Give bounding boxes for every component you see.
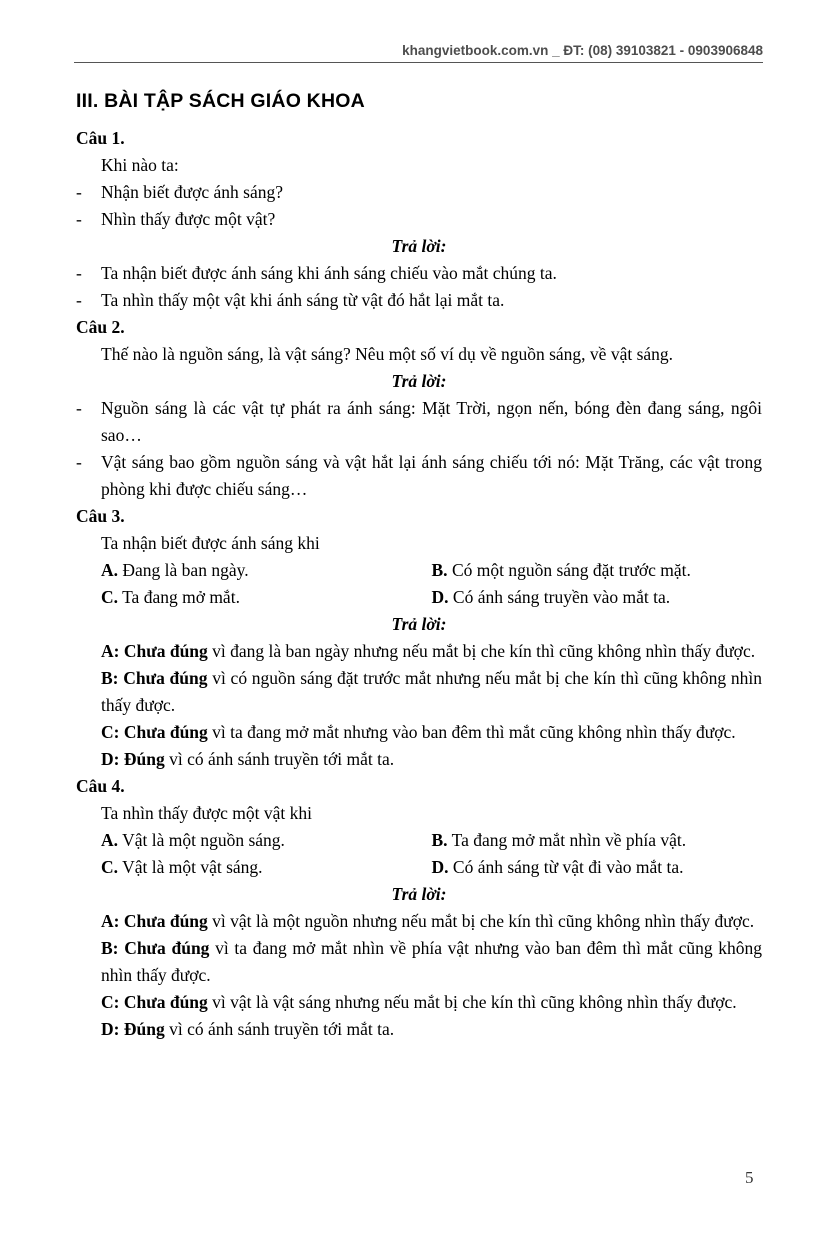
question-1-intro: Khi nào ta: (101, 155, 179, 175)
option-d: D. Có ánh sáng từ vật đi vào mắt ta. (431, 857, 684, 877)
question-3-answer-b: B: Chưa đúng vì có nguồn sáng đặt trước mắt nhưng nếu mắt bị che kín thì cũng không nhìn thấy được. (101, 668, 763, 715)
header-divider (74, 62, 763, 63)
answer-title: Trả lời: (391, 884, 447, 904)
question-2-answer: - Nguồn sáng là các vật tự phát ra ánh sáng: Mặt Trời, ngọn nến, bóng đèn đang sáng, ngôi sao… (76, 398, 762, 445)
question-4-answer-d: D: Đúng vì có ánh sánh truyền tới mắt ta. (101, 1019, 395, 1039)
question-2-answer: - Vật sáng bao gồm nguồn sáng và vật hắt lại ánh sáng chiếu tới nó: Mặt Trăng, các vật trong phòng khi được chiếu sáng… (76, 452, 762, 499)
option-a: A. Vật là một nguồn sáng. (101, 830, 285, 850)
option-d: D. Có ánh sáng truyền vào mắt ta. (431, 587, 671, 607)
question-1-item: - Nhìn thấy được một vật? (76, 209, 276, 229)
answer-title: Trả lời: (391, 371, 447, 391)
option-c: C. Vật là một vật sáng. (101, 857, 263, 877)
page-number: 5 (745, 1168, 754, 1187)
question-3-text: Ta nhận biết được ánh sáng khi (101, 533, 320, 553)
question-3-options-row (76, 557, 762, 584)
question-3-options-row (76, 584, 762, 611)
option-b: B. Có một nguồn sáng đặt trước mặt. (431, 560, 691, 580)
option-c: C. Ta đang mở mắt. (101, 587, 240, 607)
question-2-label: Câu 2. (76, 317, 125, 337)
question-1-item: - Nhận biết được ánh sáng? (76, 182, 284, 202)
question-4-label: Câu 4. (76, 776, 125, 796)
question-4-answer-c: C: Chưa đúng vì vật là vật sáng nhưng nếu mắt bị che kín thì cũng không nhìn thấy được. (101, 992, 737, 1012)
question-1-answer: - Ta nhận biết được ánh sáng khi ánh sáng chiếu vào mắt chúng ta. (76, 263, 557, 283)
question-3-answer-d: D: Đúng vì có ánh sánh truyền tới mắt ta. (101, 749, 395, 769)
question-1-answer: - Ta nhìn thấy một vật khi ánh sáng từ vật đó hắt lại mắt ta. (76, 290, 505, 310)
page-content (76, 125, 762, 1043)
option-b: B. Ta đang mở mắt nhìn về phía vật. (431, 830, 687, 850)
option-a: A. Đang là ban ngày. (101, 560, 249, 580)
question-4-options-row (76, 827, 762, 854)
question-3-label: Câu 3. (76, 506, 125, 526)
question-4-answer-a: A: Chưa đúng vì vật là một nguồn nhưng nếu mắt bị che kín thì cũng không nhìn thấy được. (101, 911, 755, 931)
question-4-answer-b: B: Chưa đúng vì ta đang mở mắt nhìn về phía vật nhưng vào ban đêm thì mắt cũng không nhìn thấy được. (101, 938, 763, 985)
question-4-text: Ta nhìn thấy được một vật khi (101, 803, 312, 823)
question-3-answer-a: A: Chưa đúng vì đang là ban ngày nhưng nếu mắt bị che kín thì cũng không nhìn thấy được. (101, 641, 756, 661)
question-4-options-row (76, 854, 762, 881)
answer-title: Trả lời: (391, 614, 447, 634)
answer-title: Trả lời: (391, 236, 447, 256)
page-header: khangvietbook.com.vn _ ĐT: (08) 39103821 - 0903906848 (402, 43, 763, 58)
question-2-text: Thế nào là nguồn sáng, là vật sáng? Nêu một số ví dụ về nguồn sáng, về vật sáng. (101, 344, 674, 364)
section-title: III. BÀI TẬP SÁCH GIÁO KHOA (76, 90, 365, 112)
question-3-answer-c: C: Chưa đúng vì ta đang mở mắt nhưng vào ban đêm thì mắt cũng không nhìn thấy được. (101, 722, 736, 742)
question-1-label: Câu 1. (76, 128, 125, 148)
